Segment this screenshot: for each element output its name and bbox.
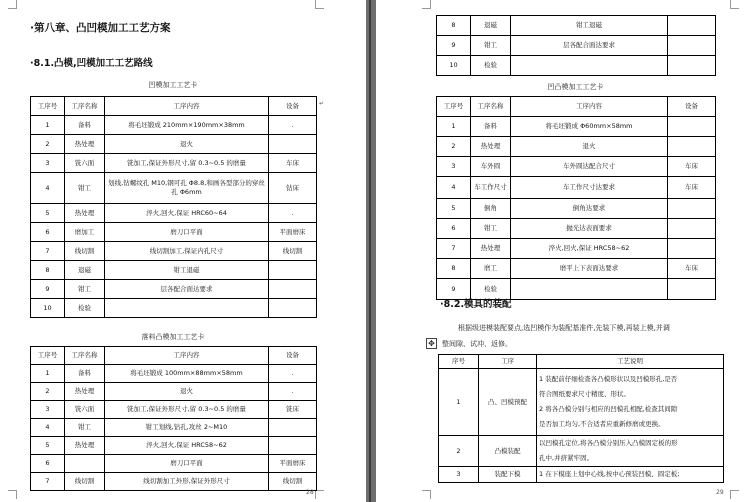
table-cell: 工艺说明: [537, 355, 724, 369]
table-cell: 9: [437, 279, 471, 300]
table-row: [31, 173, 317, 204]
table-cell: 铣六面: [65, 401, 105, 419]
paragraph-line: 根据级进模装配要点,选凹模作为装配基准件,先装下模,再装上模,并调: [458, 324, 670, 332]
table-row: [439, 467, 724, 483]
table-cell: 7: [31, 473, 65, 491]
cell-line: 2 将各凸模分别与相应的凹模孔相配,检查其间隙: [539, 405, 678, 413]
document-page-right: [376, 0, 748, 502]
table-row: [437, 137, 716, 157]
table-cell: 4: [31, 419, 65, 437]
table-cell: 检验: [65, 299, 105, 318]
table-cell: 倒角: [471, 199, 511, 219]
table-cell: 6: [31, 223, 65, 242]
corner-mark: [730, 0, 739, 9]
page-divider: [366, 0, 376, 502]
table-cell: 退磁: [471, 16, 511, 36]
table-row: [31, 401, 317, 419]
table-cell: 淬火,回火,保证 HRC58~62: [105, 437, 269, 455]
corner-mark: [315, 490, 324, 499]
table-cell: 退火: [105, 135, 269, 154]
table-cell: 将毛坯锻成 Φ60mm×58mm: [511, 117, 668, 137]
table-cell: 3: [439, 467, 479, 483]
table-cell: .: [269, 383, 317, 401]
table-cell: [537, 369, 724, 436]
document-page-left: ·第八章、凸凹模加工工艺方案 ·8.1.凸模,凹模加工工艺路线 凹模加工工艺卡 工序号 工序名称 工序内容 设备 1 备料 将毛坯锻成 210mm×190mm×38mm . 2 热处理 退火 3 铣六面 铣加工,保证外形尺寸,留 0.3~0.5 的磨量 车床 4 钳工 划线,钻螺纹孔 M10,钢可孔 Φ8.8,和画各型部分的穿丝孔 Φ6mm 钻床 5 热处理 淬火,回火,保证 HRC60~64 . 6 磨加工 磨刀口平面 平面磨床 7 线切割 线切割加工,保证内孔尺寸 线切割 8 退磁 钳工退磁 9 钳工 层各配合面达要求 10 检验 ↵ 落料凸模加工工艺卡 工序号 工序名称 工序内容 设备 1 备料 将毛坯锻成 100mm×88mm×58mm . 2 热处理 退火 . 3 铣六面 铣加工,保证外形尺寸,留 0.3~0.5 的磨量 铣床 4 钳工 钳工划线,钻孔,攻丝 2~M10 5 热处理 淬火,回火,保证 HRC58~62 6 磨刀口平面 平面磨床 7 线切割 线切割加工外形,保证外形尺寸 线切割 28: [0, 0, 366, 502]
table-cell: [668, 219, 716, 239]
table-cell: [668, 279, 716, 300]
table-cell: 车外圆: [471, 157, 511, 177]
table-row: [31, 437, 317, 455]
table-cell: 车床: [668, 177, 716, 199]
table-cell: 退磁: [65, 261, 105, 280]
table-cell: 工序名称: [471, 97, 511, 117]
corner-mark: [315, 0, 324, 9]
table-row: [437, 157, 716, 177]
table-cell: 钻床: [269, 173, 317, 204]
table-cell: [668, 36, 716, 56]
table-cell: 7: [437, 239, 471, 259]
table-row: [437, 199, 716, 219]
process-table-continued: [436, 15, 716, 76]
table-cell: 划线,钻螺纹孔 M10,钢可孔 Φ8.8,和画各型部分的穿丝孔 Φ6mm: [105, 173, 269, 204]
corner-mark: [730, 490, 739, 499]
table-cell: [65, 455, 105, 473]
cell-line: 孔中,并挤紧牢固。: [539, 454, 594, 462]
process-table-blanking-punch: [30, 346, 317, 491]
table-cell: 钳工划线,钻孔,攻丝 2~M10: [105, 419, 269, 437]
table-row: [31, 419, 317, 437]
table-row: [31, 383, 317, 401]
table-cell: 平面磨床: [269, 455, 317, 473]
table-cell: 层各配合面达要求: [511, 36, 668, 56]
table-caption: 凹凸模加工工艺卡: [547, 83, 604, 91]
table-cell: [269, 419, 317, 437]
table-cell: 3: [31, 401, 65, 419]
table-row: [31, 116, 317, 135]
table-cell: [537, 467, 724, 483]
table-cell: .: [269, 116, 317, 135]
table-cell: 工序: [479, 355, 537, 369]
table-cell: [668, 239, 716, 259]
table-caption: 凹模加工工艺卡: [148, 81, 198, 89]
table-cell: 工序号: [31, 347, 65, 365]
table-row: [437, 16, 716, 36]
table-row: [439, 369, 724, 436]
table-cell: 工序内容: [105, 347, 269, 365]
table-row: [437, 259, 716, 279]
table-cell: [269, 135, 317, 154]
table-cell: 钳工: [65, 280, 105, 299]
table-cell: 备料: [471, 117, 511, 137]
table-cell: 工序内容: [105, 97, 269, 116]
table-cell: 热处理: [65, 204, 105, 223]
table-cell: 车床: [269, 154, 317, 173]
table-cell: 磨刀口平面: [105, 223, 269, 242]
section-title: ·8.1.凸模,凹模加工工艺路线: [30, 58, 153, 69]
table-cell: 钳工: [471, 36, 511, 56]
table-cell: [511, 56, 668, 76]
table-row: [31, 299, 317, 318]
table-cell: 装配下模: [479, 467, 537, 483]
table-cell: 1: [437, 117, 471, 137]
table-row: [31, 223, 317, 242]
table-cell: 钳工: [471, 219, 511, 239]
table-row: [31, 135, 317, 154]
cell-line: 是否加工均匀,不合适者应重新修磨或更换。: [539, 420, 665, 428]
corner-mark: [8, 490, 17, 499]
table-cell: 1: [439, 369, 479, 436]
table-row: [437, 177, 716, 199]
cell-line: 符合图纸要求尺寸精度、形状。: [539, 390, 630, 398]
table-row: [437, 117, 716, 137]
table-cell: [668, 16, 716, 36]
process-table-concave-die: [30, 96, 317, 318]
corner-mark: [422, 0, 431, 9]
table-cell: 车床: [668, 259, 716, 279]
table-cell: 退火: [511, 137, 668, 157]
table-cell: 车工作尺寸: [471, 177, 511, 199]
section-title: ·8.2.模具的装配: [440, 299, 512, 310]
table-header-row: [439, 355, 724, 369]
table-cell: 淬火,回火,保证 HRC60~64: [105, 204, 269, 223]
table-cell: 备料: [65, 365, 105, 383]
table-cell: 3: [437, 157, 471, 177]
table-cell: 线切割: [269, 242, 317, 261]
table-cell: [668, 199, 716, 219]
table-cell: [668, 137, 716, 157]
table-cell: [269, 261, 317, 280]
table-cell: 工序名称: [65, 347, 105, 365]
table-cell: 抛光达表面要求: [511, 219, 668, 239]
table-cell: 2: [31, 135, 65, 154]
table-cell: 车工作尺寸达要求: [511, 177, 668, 199]
table-cell: 磨加工: [65, 223, 105, 242]
table-cell: 钳工退磁: [511, 16, 668, 36]
table-cell: 设备: [269, 97, 317, 116]
table-cell: 工序内容: [511, 97, 668, 117]
table-cell: 线切割: [269, 473, 317, 491]
table-row: [31, 473, 317, 491]
table-cell: 线切割: [65, 473, 105, 491]
table-cell: 热处理: [65, 135, 105, 154]
table-cell: 6: [31, 455, 65, 473]
table-cell: 2: [437, 137, 471, 157]
table-cell: 倒角达要求: [511, 199, 668, 219]
cell-line: 1 装配前仔细检查各凸模形状以及凹模形孔,是否: [539, 375, 678, 383]
corner-mark: [8, 0, 17, 9]
table-cell: 磨工: [471, 259, 511, 279]
table-cell: 设备: [269, 347, 317, 365]
table-header-row: [31, 97, 317, 116]
table-cell: 10: [437, 56, 471, 76]
table-cell: 磨刀口平面: [105, 455, 269, 473]
table-cell: 5: [31, 437, 65, 455]
table-row: [31, 280, 317, 299]
cell-line: 以凹模孔定位,将各凸模分别压入凸模固定板的形: [539, 439, 678, 447]
table-cell: 车床: [668, 157, 716, 177]
table-cell: 车外圆达配合尺寸: [511, 157, 668, 177]
table-cell: [511, 279, 668, 300]
table-cell: [269, 437, 317, 455]
table-cell: 热处理: [65, 383, 105, 401]
table-cell: 4: [437, 177, 471, 199]
table-row: [31, 365, 317, 383]
chapter-title: ·第八章、凸凹模加工工艺方案: [30, 22, 171, 34]
page-number: 28: [306, 489, 314, 496]
table-cell: 工序号: [31, 97, 65, 116]
corner-mark: [422, 490, 431, 499]
page-number: 29: [716, 489, 724, 496]
table-cell: 钳工退磁: [105, 261, 269, 280]
table-cell: 磨平上下表面达要求: [511, 259, 668, 279]
table-row: [31, 204, 317, 223]
paragraph-line: 整间隙、试冲、返修。: [442, 340, 512, 348]
table-cell: 线切割: [65, 242, 105, 261]
table-cell: 检验: [471, 56, 511, 76]
table-cell: 8: [31, 261, 65, 280]
table-cell: 9: [437, 36, 471, 56]
assembly-table: [438, 354, 724, 483]
table-cell: 线切割加工,保证内孔尺寸: [105, 242, 269, 261]
table-cell: .: [269, 204, 317, 223]
table-cell: 钳工: [65, 419, 105, 437]
table-cell: 将毛坯锻成 100mm×88mm×58mm: [105, 365, 269, 383]
table-cell: 设备: [668, 97, 716, 117]
table-cell: 8: [437, 259, 471, 279]
table-cell: 工序名称: [65, 97, 105, 116]
table-cell: 1: [31, 365, 65, 383]
table-cell: 铣六面: [65, 154, 105, 173]
cell-line: 1 在下模座上划中心线,按中心预装凹模、圆定板;: [539, 470, 680, 478]
table-cell: 钳工: [65, 173, 105, 204]
table-row: [31, 154, 317, 173]
table-row: [439, 436, 724, 467]
table-cell: [668, 56, 716, 76]
table-cell: [668, 117, 716, 137]
table-cell: 1: [31, 116, 65, 135]
table-cell: 2: [439, 436, 479, 467]
table-cell: 7: [31, 242, 65, 261]
table-cell: 序号: [439, 355, 479, 369]
table-cell: 退火: [105, 383, 269, 401]
process-table-punch-die: [436, 96, 716, 300]
table-cell: 10: [31, 299, 65, 318]
table-cell: 凸、凹模预配: [479, 369, 537, 436]
table-header-row: [437, 97, 716, 117]
table-cell: 热处理: [65, 437, 105, 455]
table-cell: 3: [31, 154, 65, 173]
table-cell: 凸模装配: [479, 436, 537, 467]
table-row: [437, 219, 716, 239]
table-cell: 5: [31, 204, 65, 223]
table-row: [31, 242, 317, 261]
table-cell: 将毛坯锻成 210mm×190mm×38mm: [105, 116, 269, 135]
table-cell: 淬火,回火,保证 HRC58~62: [511, 239, 668, 259]
table-cell: 2: [31, 383, 65, 401]
table-cell: 铣加工,保证外形尺寸,留 0.3~0.5 的磨量: [105, 154, 269, 173]
table-cell: 8: [437, 16, 471, 36]
table-cell: 铣床: [269, 401, 317, 419]
table-cell: 工序号: [437, 97, 471, 117]
table-row: [31, 261, 317, 280]
table-cell: 4: [31, 173, 65, 204]
table-row: [437, 56, 716, 76]
table-row: [437, 36, 716, 56]
table-cell: 5: [437, 199, 471, 219]
table-cell: 检验: [471, 279, 511, 300]
table-cell: 线切割加工外形,保证外形尺寸: [105, 473, 269, 491]
table-row: [437, 239, 716, 259]
table-cell: 热处理: [471, 137, 511, 157]
table-row: [31, 455, 317, 473]
table-cell: 平面磨床: [269, 223, 317, 242]
table-cell: 热处理: [471, 239, 511, 259]
table-cell: 铣加工,保证外形尺寸,留 0.3~0.5 的磨量: [105, 401, 269, 419]
table-cell: 层各配合面达要求: [105, 280, 269, 299]
table-header-row: [31, 347, 317, 365]
table-cell: [537, 436, 724, 467]
table-cell: 6: [437, 219, 471, 239]
table-caption: 落料凸模加工工艺卡: [141, 333, 205, 341]
table-cell: 9: [31, 280, 65, 299]
table-cell: 备料: [65, 116, 105, 135]
table-cell: .: [269, 365, 317, 383]
table-cell: [105, 299, 269, 318]
table-cell: [269, 280, 317, 299]
table-move-handle-icon[interactable]: ✥: [426, 338, 437, 349]
table-cell: [269, 299, 317, 318]
